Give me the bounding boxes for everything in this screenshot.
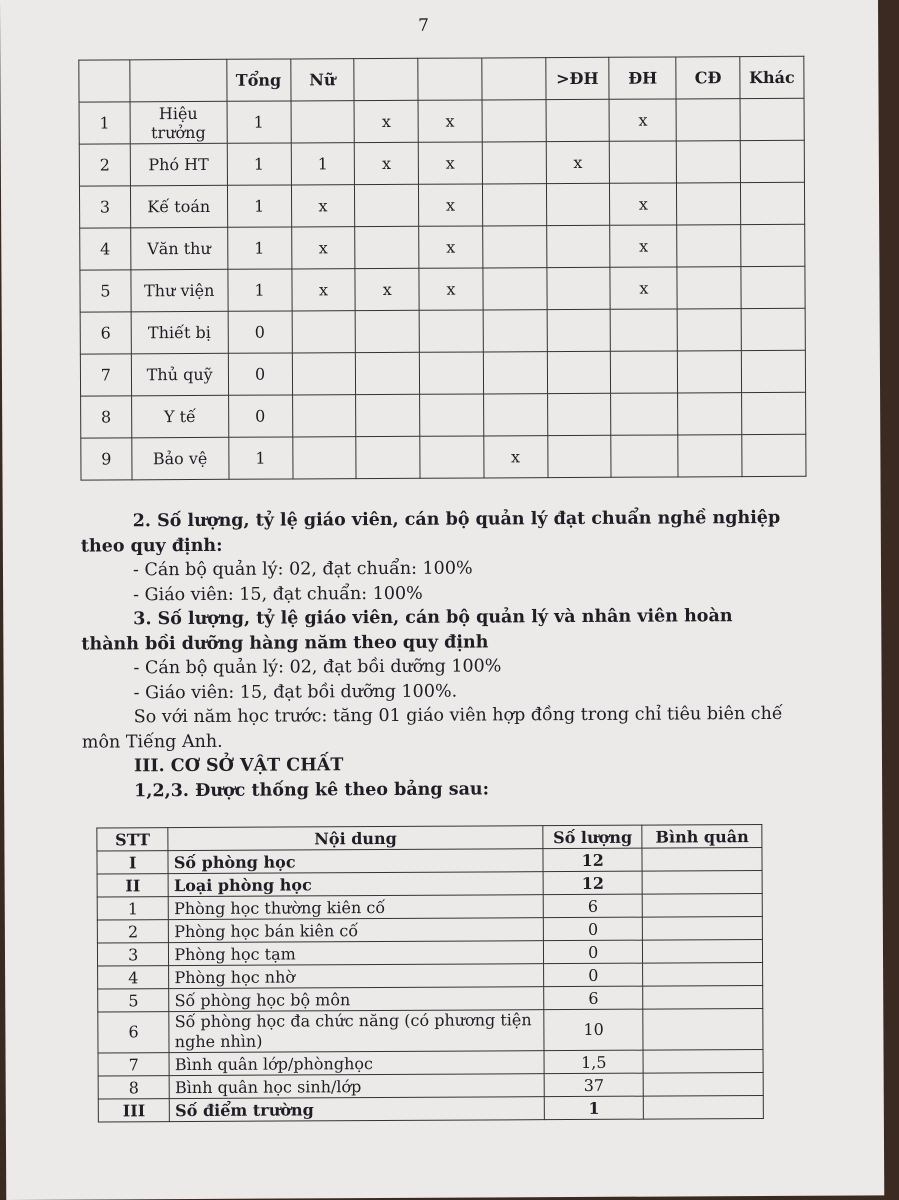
staff-row-cell xyxy=(355,184,419,226)
staff-row-stt: 9 xyxy=(81,438,132,480)
staff-row-title: Kế toán xyxy=(130,185,227,228)
section-3-line-1: - Cán bộ quản lý: 02, đạt bồi dưỡng 100% xyxy=(133,656,502,679)
facility-row-stt: 7 xyxy=(98,1053,169,1076)
staff-header-cell xyxy=(418,58,482,100)
staff-row-cell xyxy=(355,310,419,352)
facility-row-average xyxy=(643,1009,763,1051)
staff-row-title: Thiết bị xyxy=(131,311,228,354)
section-2-line-2: - Giáo viên: 15, đạt chuẩn: 100% xyxy=(133,583,423,605)
facility-row-quantity: 12 xyxy=(543,848,643,872)
staff-row-cell xyxy=(292,437,356,479)
facility-row-quantity: 0 xyxy=(543,917,643,941)
facility-row-quantity: 12 xyxy=(543,871,643,895)
staff-row-cell xyxy=(741,224,805,266)
facility-row-stt: 3 xyxy=(97,943,168,966)
staff-row-cell: 1 xyxy=(291,143,355,185)
facility-row xyxy=(98,986,763,1012)
staff-row-cell xyxy=(355,226,419,268)
staff-header-cell: Tổng xyxy=(226,59,290,101)
facility-row-stt: 1 xyxy=(97,897,168,920)
staff-row xyxy=(80,308,805,354)
facility-row xyxy=(98,1073,763,1099)
staff-row-cell xyxy=(483,268,547,310)
staff-row-cell: x xyxy=(355,142,419,184)
section-3-comparison: So với năm học trước: tăng 01 giáo viên hợp đồng trong chỉ tiêu biên chế môn Tiếng Anh. xyxy=(81,703,783,753)
staff-row-cell: 1 xyxy=(228,269,292,311)
facility-row xyxy=(97,848,762,874)
facility-row xyxy=(97,917,762,943)
facility-row xyxy=(97,894,762,920)
facility-row-stt: 4 xyxy=(98,966,169,989)
facility-row-stt: 5 xyxy=(98,989,169,1012)
staff-row-cell xyxy=(676,99,740,141)
staff-row-cell xyxy=(740,98,804,140)
staff-row-cell: 0 xyxy=(228,353,292,395)
staff-row-cell: x xyxy=(291,227,355,269)
staff-row xyxy=(79,182,804,228)
facility-row xyxy=(98,963,763,989)
body-text xyxy=(81,506,793,804)
facility-row-content: Số phòng học xyxy=(168,849,543,874)
facility-row-content: Phòng học tạm xyxy=(169,941,544,966)
staff-row xyxy=(79,140,804,186)
staff-row-title: Y tế xyxy=(131,395,228,438)
staff-row-cell: x xyxy=(418,142,482,184)
facility-row xyxy=(98,1009,763,1053)
facility-row-stt: II xyxy=(97,874,168,897)
staff-row-title: Thư viện xyxy=(131,269,228,312)
staff-row-cell xyxy=(677,183,741,225)
staff-row-stt: 5 xyxy=(80,270,131,312)
staff-row xyxy=(79,98,804,144)
staff-row-cell xyxy=(356,352,420,394)
facility-row-average xyxy=(642,848,762,872)
staff-row-cell: x xyxy=(484,436,548,478)
staff-row-cell xyxy=(482,142,546,184)
staff-row-stt: 8 xyxy=(81,396,132,438)
staff-header-cell: >ĐH xyxy=(545,57,609,99)
section-3-heading: 3. Số lượng, tỷ lệ giáo viên, cán bộ quản lý và nhân viên hoàn thành bồi dưỡng hàng năm theo quy định xyxy=(81,606,733,655)
facility-row-content: Phòng học bán kiên cố xyxy=(169,918,544,943)
facility-row-quantity: 37 xyxy=(544,1073,644,1097)
staff-row-cell xyxy=(547,435,611,477)
facility-row-content: Số phòng học đa chức năng (có phương tiện nghe nhìn) xyxy=(169,1010,544,1053)
staff-row-cell xyxy=(291,101,355,143)
staff-row-cell: x xyxy=(610,183,677,225)
staff-row-cell xyxy=(611,309,678,351)
staff-row-cell xyxy=(611,351,678,393)
staff-row-cell xyxy=(741,350,805,392)
facility-row-average xyxy=(643,1050,763,1074)
facility-row-stt: 2 xyxy=(97,920,168,943)
staff-row-title: Phó HT xyxy=(130,143,227,186)
staff-header-cell xyxy=(130,59,227,102)
facility-row-content: Bình quân lớp/phònghọc xyxy=(169,1051,544,1076)
staff-row-cell xyxy=(611,393,678,435)
facility-row-stt: 6 xyxy=(98,1012,170,1053)
staff-row-cell: x xyxy=(610,267,677,309)
staff-header-cell: ĐH xyxy=(609,57,676,99)
facility-row xyxy=(98,1096,763,1122)
staff-row-cell xyxy=(356,394,420,436)
section-2-heading: 2. Số lượng, tỷ lệ giáo viên, cán bộ quản lý đạt chuẩn nghề nghiệp theo quy định: xyxy=(80,507,781,557)
page-number: 7 xyxy=(418,15,430,36)
staff-row-cell xyxy=(611,435,678,477)
facility-row-quantity: 10 xyxy=(544,1009,644,1051)
staff-row-cell: x xyxy=(418,100,482,142)
facility-table xyxy=(96,824,764,1122)
staff-row xyxy=(81,434,806,480)
staff-row-title: Bảo vệ xyxy=(132,437,229,480)
facility-row-content: Số điểm trường xyxy=(170,1097,545,1122)
facility-row-average xyxy=(643,917,763,941)
staff-row-cell: 0 xyxy=(228,311,292,353)
staff-row xyxy=(81,392,806,438)
staff-row-cell xyxy=(677,267,741,309)
staff-header-cell xyxy=(482,58,546,100)
staff-table xyxy=(78,56,806,481)
facility-row-content: Bình quân học sinh/lớp xyxy=(169,1074,544,1099)
staff-row-cell: x xyxy=(419,268,483,310)
facility-row xyxy=(98,1050,763,1076)
facility-row-content: Phòng học thường kiên cố xyxy=(169,895,544,920)
facility-row-quantity: 1,5 xyxy=(544,1050,644,1074)
staff-row-cell xyxy=(482,184,546,226)
staff-row-cell xyxy=(356,436,420,478)
staff-row-stt: 4 xyxy=(80,228,131,270)
staff-header-cell: CĐ xyxy=(676,57,740,99)
facility-row-quantity: 6 xyxy=(544,986,644,1010)
staff-row-cell: x xyxy=(291,185,355,227)
facility-row-average xyxy=(644,1096,764,1120)
staff-row-cell: x xyxy=(419,226,483,268)
staff-row-cell xyxy=(483,352,547,394)
facility-row-quantity: 6 xyxy=(543,894,643,918)
staff-header-cell xyxy=(79,60,130,102)
staff-row-stt: 7 xyxy=(80,354,131,396)
facility-row-stt: I xyxy=(97,851,168,874)
facility-row-stt: III xyxy=(98,1099,169,1122)
facility-row-average xyxy=(643,986,763,1010)
staff-row xyxy=(80,266,805,312)
staff-row-cell: x xyxy=(419,184,483,226)
staff-row-cell xyxy=(676,141,740,183)
staff-row-cell xyxy=(292,395,356,437)
staff-row-cell xyxy=(420,394,484,436)
staff-row-stt: 1 xyxy=(79,102,130,144)
staff-row-title: Hiệu trưởng xyxy=(130,101,227,144)
facility-row-content: Số phòng học bộ môn xyxy=(169,987,544,1012)
section-iii-heading: III. CƠ SỞ VẬT CHẤT xyxy=(133,755,344,777)
facility-row-average xyxy=(643,894,763,918)
facility-row-quantity: 0 xyxy=(543,940,643,964)
staff-row-cell xyxy=(546,267,610,309)
facility-header-average: Bình quân xyxy=(642,825,762,849)
staff-row-cell xyxy=(547,393,611,435)
facility-row xyxy=(97,940,762,966)
staff-row-cell xyxy=(678,393,742,435)
staff-row-cell xyxy=(742,392,806,434)
facility-row-average xyxy=(643,871,763,895)
staff-row-cell xyxy=(677,309,741,351)
staff-row xyxy=(80,350,805,396)
staff-row-cell xyxy=(546,225,610,267)
staff-row-cell xyxy=(677,225,741,267)
staff-row-cell: x xyxy=(354,100,418,142)
staff-row-stt: 2 xyxy=(79,144,130,186)
staff-row-cell xyxy=(678,351,742,393)
staff-row-cell: 1 xyxy=(227,143,291,185)
staff-header-row xyxy=(79,56,804,102)
facility-header-stt: STT xyxy=(97,828,168,851)
staff-row-cell: 1 xyxy=(227,185,291,227)
staff-row-cell xyxy=(420,436,484,478)
facility-row-quantity: 0 xyxy=(544,963,644,987)
staff-row-cell xyxy=(483,394,547,436)
staff-row-cell: 1 xyxy=(227,227,291,269)
facility-row-content: Loại phòng học xyxy=(168,872,543,897)
staff-row-cell xyxy=(547,351,611,393)
staff-row-cell: 1 xyxy=(227,101,291,143)
staff-row-cell xyxy=(292,311,356,353)
staff-row-cell xyxy=(742,434,806,476)
staff-row-cell xyxy=(546,99,610,141)
facility-row-content: Phòng học nhờ xyxy=(169,964,544,989)
staff-row-cell: 0 xyxy=(228,395,292,437)
staff-header-cell: Nữ xyxy=(290,59,354,101)
section-3-line-2: - Giáo viên: 15, đạt bồi dưỡng 100%. xyxy=(133,681,458,703)
staff-row-cell: x xyxy=(291,269,355,311)
facility-row-average xyxy=(643,940,763,964)
staff-row-cell xyxy=(547,309,611,351)
staff-row-cell: x xyxy=(355,268,419,310)
facility-row-average xyxy=(643,963,763,987)
staff-row-cell: x xyxy=(610,225,677,267)
section-2-line-1: - Cán bộ quản lý: 02, đạt chuẩn: 100% xyxy=(132,558,473,581)
section-iii-subheading: 1,2,3. Được thống kê theo bảng sau: xyxy=(134,778,490,801)
staff-row-title: Thủ quỹ xyxy=(131,353,228,396)
staff-row-cell xyxy=(292,353,356,395)
facility-row-quantity: 1 xyxy=(544,1096,644,1120)
staff-row-cell: x xyxy=(546,141,610,183)
staff-row-title: Văn thư xyxy=(130,227,227,270)
facility-row-stt: 8 xyxy=(98,1076,169,1099)
staff-row-cell xyxy=(740,182,804,224)
staff-row-cell xyxy=(483,310,547,352)
staff-row-cell xyxy=(482,226,546,268)
staff-header-cell xyxy=(354,58,418,100)
staff-row-cell: x xyxy=(609,99,676,141)
staff-row xyxy=(80,224,805,270)
staff-row-cell xyxy=(546,183,610,225)
staff-row-cell xyxy=(741,266,805,308)
facility-row xyxy=(97,871,762,897)
staff-row-cell xyxy=(740,140,804,182)
staff-row-stt: 6 xyxy=(80,312,131,354)
staff-row-cell xyxy=(610,141,677,183)
facility-header-quantity: Số lượng xyxy=(543,825,643,849)
staff-row-cell xyxy=(678,435,742,477)
facility-header-content: Nội dung xyxy=(168,826,543,851)
staff-row-cell xyxy=(419,352,483,394)
staff-row-cell xyxy=(419,310,483,352)
facility-header-row xyxy=(97,825,762,851)
staff-row-cell: 1 xyxy=(228,437,292,479)
staff-header-cell: Khác xyxy=(740,56,804,98)
facility-row-average xyxy=(644,1073,764,1097)
staff-row-stt: 3 xyxy=(79,186,130,228)
staff-row-cell xyxy=(741,308,805,350)
staff-row-cell xyxy=(482,100,546,142)
